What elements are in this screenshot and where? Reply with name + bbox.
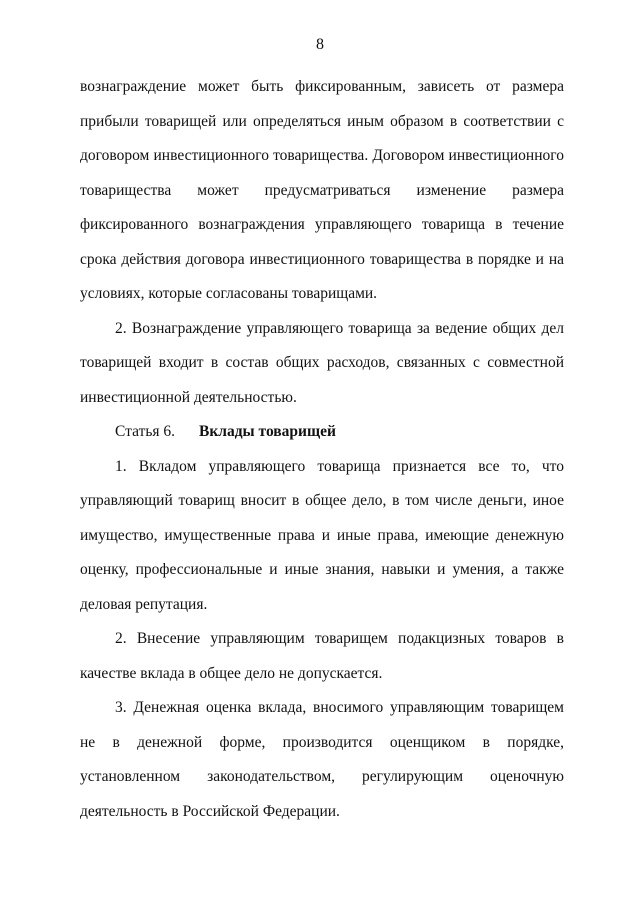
paragraph-remuneration: 2. Вознаграждение управляющего товарища за ведение общих дел товарищей входит в состав общих расходов, связанных с совместной инвестиционной деятельностью. — [80, 319, 564, 406]
article-heading — [80, 415, 564, 450]
article-number: Статья 6. — [115, 423, 176, 440]
document-body — [80, 70, 564, 829]
article-paragraph-1: 1. Вкладом управляющего товарища признается все то, что управляющий товарищ вносит в общее дело, в том числе деньги, иное имущество, имущественные права и иные права, имеющие денежную оценку, профессиональные и иные знания, навыки и умения, а также деловая репутация. — [80, 457, 564, 613]
article-title: Вклады товарищей — [199, 423, 336, 440]
article-paragraph-3: 3. Денежная оценка вклада, вносимого управляющим товарищем не в денежной форме, производится оценщиком в порядке, установленном законодательством, регулирующим оценочную деятельность в Российской Федерации. — [80, 699, 564, 820]
paragraph-continuation: вознаграждение может быть фиксированным, зависеть от размера прибыли товарищей или определяться иным образом в соответствии с договором инвестиционного товарищества. Договором инвестиционного товарищества может предусматриваться изменение размера фиксированного вознаграждения управляющего товарища в течение срока действия договора инвестиционного товарищества в порядке и на условиях, которые согласованы товарищами. — [80, 78, 564, 302]
article-paragraph-2: 2. Внесение управляющим товарищем подакцизных товаров в качестве вклада в общее дело не допускается. — [80, 630, 564, 682]
page-number: 8 — [316, 36, 324, 53]
